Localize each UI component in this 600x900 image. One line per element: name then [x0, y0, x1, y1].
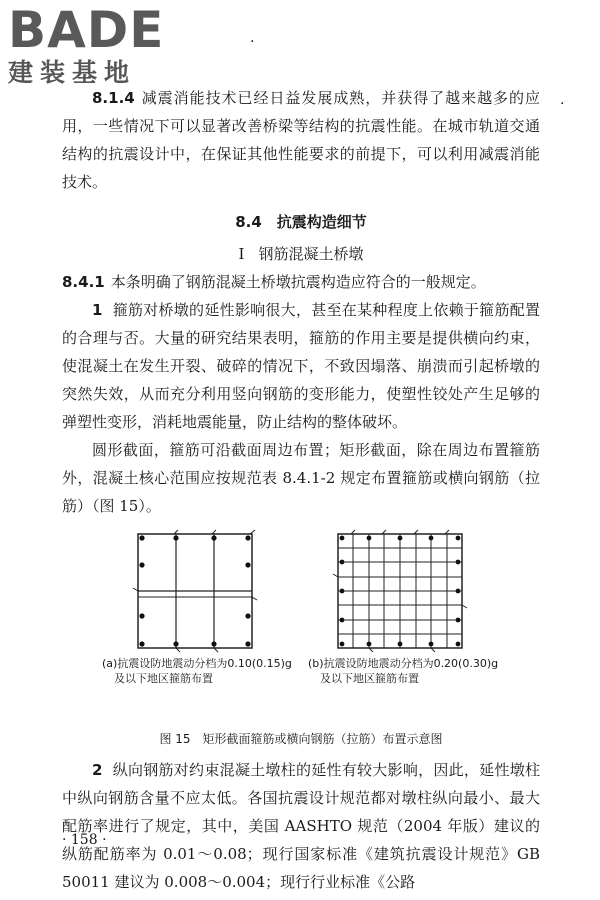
logo-subtitle: 建装基地 — [8, 58, 137, 87]
page-number: · 158 · — [62, 832, 107, 848]
subsection-title: 钢筋混凝土桥墩 — [258, 245, 364, 263]
subsection-roman: Ⅰ — [238, 245, 245, 263]
publisher-logo — [8, 1, 183, 88]
item-1 — [62, 296, 540, 436]
figure-caption: 图 15 矩形截面箍筋或横向钢筋（拉筋）布置示意图 — [159, 732, 443, 746]
item-2 — [62, 756, 540, 896]
stirrup-diagram-a — [130, 528, 260, 656]
panel-a-caption-line2: 及以下地区箍筋布置 — [114, 672, 213, 685]
item-text: 纵向钢筋对约束混凝土墩柱的延性有较大影响，因此，延性墩柱中纵向钢筋含量不应太低。各国抗震设计规范都对墩柱纵向最小、最大配筋率进行了规定，其中，美国 AASHTO 规范（2004 年版）建议的纵筋配筋率为 0.01～0.08；现行国家标准《建筑抗震设计规范》GB 50011 建议为 0.008～0.004；现行行业标准《公路 — [62, 761, 540, 891]
figure-15 — [62, 528, 540, 728]
clause-text: 减震消能技术已经日益发展成熟，并获得了越来越多的应用，一些情况下可以显著改善桥梁等结构的抗震性能。在城市轨道交通结构的抗震设计中，在保证其他性能要求的前提下，可以利用减震消能技术。 — [62, 89, 540, 191]
subsection-heading — [62, 240, 540, 268]
clause-number: 8.4.1 — [62, 273, 105, 291]
clause-text: 本条明确了钢筋混凝土桥墩抗震构造应符合的一般规定。 — [110, 273, 486, 291]
section-heading: 8.4 抗震构造细节 — [235, 213, 367, 231]
stray-dot: . — [560, 92, 565, 108]
logo-wordmark: BADE — [8, 1, 165, 59]
clause-number: 8.1.4 — [92, 89, 135, 107]
panel-b-caption-line1: (b)抗震设防地震动分档为0.20(0.30)g — [308, 657, 499, 670]
paragraph-section-shape: 圆形截面，箍筋可沿截面周边布置；矩形截面，除在周边布置箍筋外，混凝土核心范围应按规范表 8.4.1-2 规定布置箍筋或横向钢筋（拉筋）（图 15）。 — [62, 441, 540, 515]
stray-dot-top: . — [250, 30, 255, 46]
item-text: 箍筋对桥墩的延性影响很大，甚至在某种程度上依赖于箍筋配置的合理与否。大量的研究结果表明，箍筋的作用主要是提供横向约束，使混凝土在发生开裂、破碎的情况下，不致因塌落、崩溃而引起桥墩的突然失效，从而充分利用竖向钢筋的变形能力，使塑性铰处产生足够的弹塑性变形，消耗地震能量，防止结构的整体破坏。 — [62, 301, 540, 431]
figure-panel-b — [308, 528, 518, 686]
item-number: 2 — [92, 761, 103, 779]
page-body — [62, 84, 540, 896]
figure-panel-a — [102, 528, 302, 686]
stirrup-diagram-b — [330, 528, 470, 656]
item-number: 1 — [92, 301, 103, 319]
paragraph-8-1-4 — [62, 84, 540, 196]
panel-a-caption-line1: (a)抗震设防地震动分档为0.10(0.15)g — [102, 657, 292, 670]
paragraph-8-4-1 — [62, 268, 540, 296]
panel-b-caption-line2: 及以下地区箍筋布置 — [320, 672, 419, 685]
